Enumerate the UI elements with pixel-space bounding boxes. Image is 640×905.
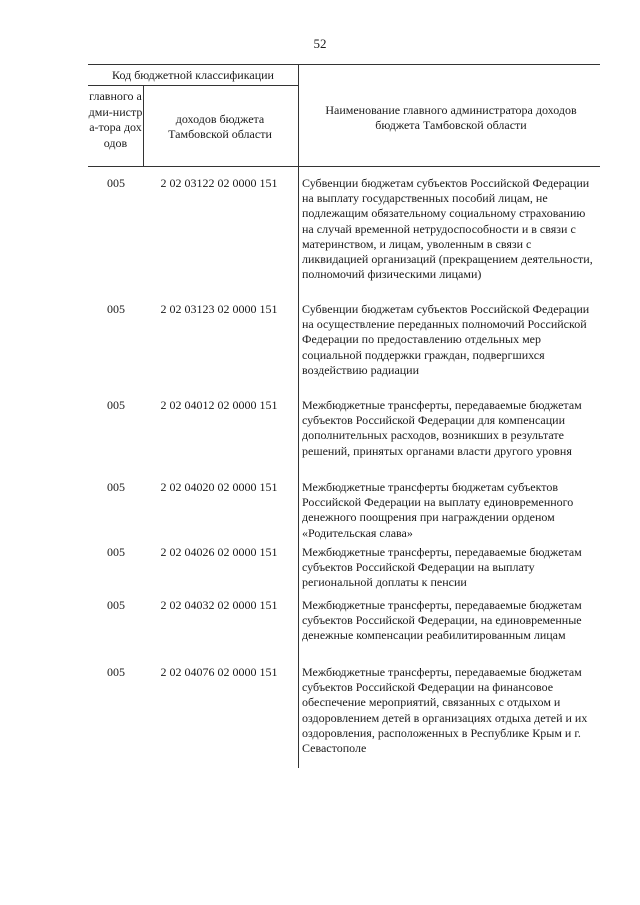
header-income-label: доходов бюджета Тамбовской области [168,112,272,141]
budget-code: 2 02 04032 02 0000 151 [160,598,278,612]
admin-code: 005 [107,398,125,412]
admin-code: 005 [107,302,125,316]
admin-code: 005 [107,598,125,612]
budget-code: 2 02 03123 02 0000 151 [160,302,278,316]
budget-code: 2 02 04076 02 0000 151 [160,665,278,679]
budget-code: 2 02 03122 02 0000 151 [160,176,278,190]
header-admin-label: главного адми-нистра-тора доходов [88,89,143,150]
budget-code: 2 02 04012 02 0000 151 [160,398,278,412]
admin-code: 005 [107,545,125,559]
budget-code: 2 02 04020 02 0000 151 [160,480,278,494]
header-name-label: Наименование главного администратора доходов бюджета Тамбовской области [325,103,577,132]
header-group-divider [88,85,298,86]
row-description: Субвенции бюджетам субъектов Российской Федерации на осуществление переданных полномочий Российской Федерации по предоставлению отдельных мер социальной поддержки граждан, подвергшихся воздействию радиации [302,302,590,377]
header-group-label: Код бюджетной классификации [112,68,274,82]
page-number: 52 [313,36,327,51]
row-description: Межбюджетные трансферты, передаваемые бюджетам субъектов Российской Федерации для компенсации дополнительных расходов, возникших в результате решений, принятых органами власти другого уровня [302,398,582,458]
header-admin-divider [143,85,144,166]
row-description: Межбюджетные трансферты, передаваемые бюджетам субъектов Российской Федерации на выплату региональной доплаты к пенсии [302,545,582,590]
column-separator [298,64,299,768]
row-description: Межбюджетные трансферты, передаваемые бюджетам субъектов Российской Федерации на финансовое обеспечение мероприятий, связанных с отдыхом и оздоровлением детей в организациях отдыха детей и их оздоровления, расположенных в Республике Крым и г. Севастополе [302,665,588,756]
admin-code: 005 [107,176,125,190]
admin-code: 005 [107,665,125,679]
admin-code: 005 [107,480,125,494]
header-bottom-line [88,166,600,167]
budget-code: 2 02 04026 02 0000 151 [160,545,278,559]
row-description: Субвенции бюджетам субъектов Российской Федерации на выплату государственных пособий лицам, не подлежащим обязательному социальному страхованию на случай временной нетрудоспособности и в связи с материнством, и лицам, уволенным в связи с ликвидацией организаций (прекращением деятельности, полномочий физическими лицами) [302,176,593,282]
row-description: Межбюджетные трансферты бюджетам субъектов Российской Федерации на выплату единовременного денежного поощрения при награждении орденом «Родительская слава» [302,480,574,540]
row-description: Межбюджетные трансферты, передаваемые бюджетам субъектов Российской Федерации, на единовременные денежные компенсации реабилитированным лицам [302,598,582,643]
header-top-line [88,64,600,65]
